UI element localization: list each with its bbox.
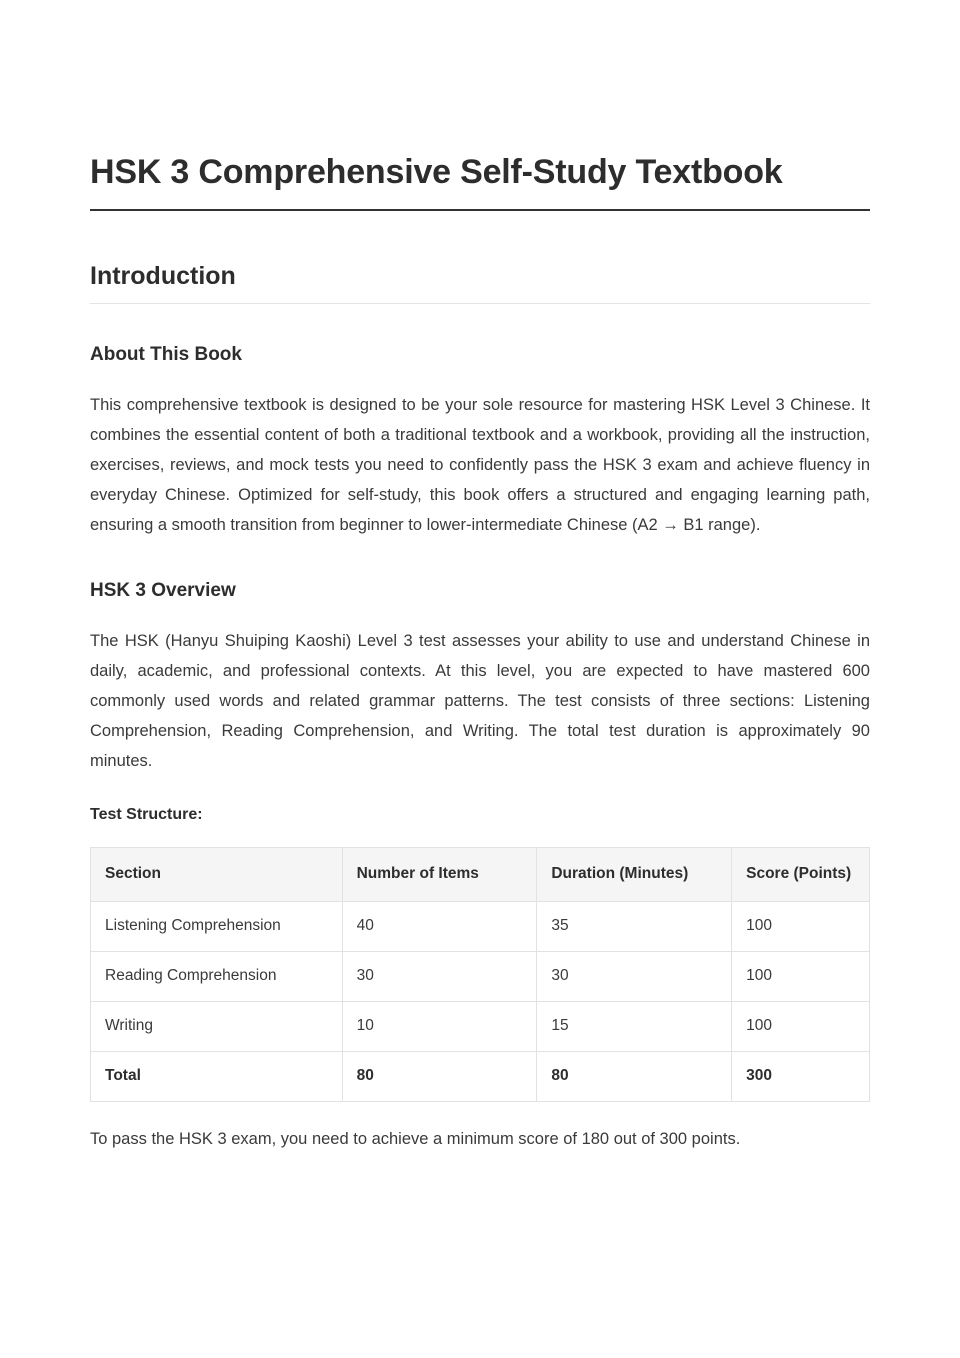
cell-total-label: Total (91, 1051, 343, 1101)
cell-number-of-items: 10 (342, 1001, 537, 1051)
section-heading-introduction: Introduction (90, 260, 870, 305)
cell-section: Writing (91, 1001, 343, 1051)
table-label-test-structure: Test Structure: (90, 805, 203, 823)
cell-duration: 30 (537, 951, 732, 1001)
column-header-score-points: Score (Points) (732, 848, 870, 902)
table-body (91, 902, 870, 1102)
paragraph-hsk3-overview: The HSK (Hanyu Shuiping Kaoshi) Level 3 test assesses your ability to use and understand Chinese in daily, academic, and professional contexts. At this level, you are expected to have mastered 600 commonly used words and related grammar patterns. The test consists of three sections: Listening Comprehension, Reading Comprehension, and Writing. The total test duration is approximately 90 minutes. (90, 631, 870, 770)
column-header-section: Section (91, 848, 343, 902)
paragraph-about-this-book: This comprehensive textbook is designed to be your sole resource for mastering HSK Level 3 Chinese. It combines the essential content of both a traditional textbook and a workbook, providing all the instruction, exercises, reviews, and mock tests you need to confidently pass the HSK 3 exam and achieve fluency in everyday Chinese. Optimized for self-study, this book offers a structured and engaging learning path, ensuring a smooth transition from beginner to lower-intermediate Chinese (A2 → B1 range). (90, 396, 870, 535)
table-header-row (91, 848, 870, 902)
page-title: HSK 3 Comprehensive Self-Study Textbook (90, 150, 870, 211)
cell-total-score: 300 (732, 1051, 870, 1101)
cell-score: 100 (732, 902, 870, 952)
table-row (91, 902, 870, 952)
test-structure-table (90, 847, 870, 1102)
cell-total-number-of-items: 80 (342, 1051, 537, 1101)
subsection-heading-hsk3-overview: HSK 3 Overview (90, 580, 236, 602)
cell-number-of-items: 40 (342, 902, 537, 952)
cell-duration: 15 (537, 1001, 732, 1051)
column-header-duration-minutes: Duration (Minutes) (537, 848, 732, 902)
table-row (91, 1001, 870, 1051)
column-header-number-of-items: Number of Items (342, 848, 537, 902)
cell-number-of-items: 30 (342, 951, 537, 1001)
table-row-total (91, 1051, 870, 1101)
cell-section: Reading Comprehension (91, 951, 343, 1001)
table-row (91, 951, 870, 1001)
subsection-heading-about-this-book: About This Book (90, 344, 242, 366)
paragraph-pass-requirement: To pass the HSK 3 exam, you need to achieve a minimum score of 180 out of 300 points. (90, 1129, 741, 1148)
cell-score: 100 (732, 951, 870, 1001)
cell-total-duration: 80 (537, 1051, 732, 1101)
cell-score: 100 (732, 1001, 870, 1051)
cell-duration: 35 (537, 902, 732, 952)
table-header (91, 848, 870, 902)
cell-section: Listening Comprehension (91, 902, 343, 952)
